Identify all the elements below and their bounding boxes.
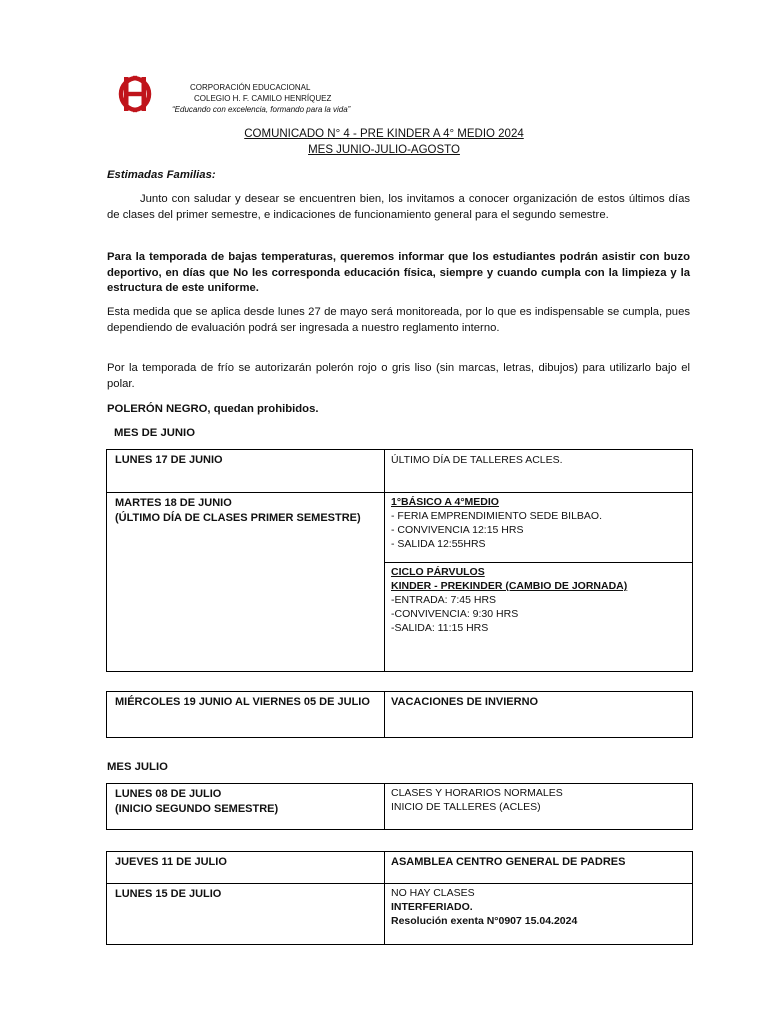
school-motto: “Educando con excelencia, formando para la vida” bbox=[172, 105, 351, 114]
june-heading: MES DE JUNIO bbox=[114, 427, 195, 439]
document-title: COMUNICADO N° 4 - PRE KINDER A 4° MEDIO 2024 bbox=[244, 128, 524, 140]
date-cell: JUEVES 11 DE JULIO bbox=[107, 852, 385, 883]
table-row bbox=[107, 492, 692, 671]
uniform-notice-paragraph: Para la temporada de bajas temperaturas, queremos informar que los estudiantes podrán asistir con buzo deportivo, en días que No les corresponda educación física, siempre y cuando cumpla con la limpieza y la estructura de este uniforme. bbox=[107, 251, 690, 294]
desc-line: NO HAY CLASES bbox=[391, 887, 475, 899]
vacation-table bbox=[106, 691, 693, 738]
date-cell bbox=[107, 784, 385, 829]
corporation-name: CORPORACIÓN EDUCACIONAL bbox=[190, 83, 311, 92]
desc-cell: ASAMBLEA CENTRO GENERAL DE PADRES bbox=[391, 856, 626, 868]
july-events-table bbox=[106, 851, 693, 945]
desc-line: INICIO DE TALLERES (ACLES) bbox=[391, 801, 541, 813]
table-row bbox=[107, 450, 692, 492]
desc-line: INTERFERIADO. bbox=[391, 901, 473, 913]
date-label: MARTES 18 DE JUNIO bbox=[115, 497, 232, 509]
monitoring-paragraph: Esta medida que se aplica desde lunes 27 de mayo será monitoreada, por lo que es indispensable se cumpla, pues dependiendo de evaluación podrá ser ingresada a nuestro reglamento interno. bbox=[107, 306, 690, 334]
date-note: (INICIO SEGUNDO SEMESTRE) bbox=[115, 802, 279, 815]
date-label: LUNES 08 DE JULIO bbox=[115, 788, 222, 800]
desc-cell bbox=[385, 884, 692, 930]
institution-header bbox=[160, 82, 350, 115]
list-item: -CONVIVENCIA: 9:30 HRS bbox=[391, 608, 519, 620]
list-item: - CONVIVENCIA 12:15 HRS bbox=[391, 524, 524, 536]
table-row bbox=[107, 692, 692, 737]
desc-cell: VACACIONES DE INVIERNO bbox=[391, 696, 539, 708]
desc-line: Resolución exenta N°0907 15.04.2024 bbox=[391, 915, 578, 927]
greeting: Estimadas Familias: bbox=[107, 169, 216, 181]
sweater-paragraph: Por la temporada de frío se autorizarán polerón rojo o gris liso (sin marcas, letras, dibujos) para utilizarlo bajo el polar. bbox=[107, 362, 690, 390]
date-note: (ÚLTIMO DÍA DE CLASES PRIMER SEMESTRE) bbox=[115, 511, 361, 524]
block-title: CICLO PÁRVULOS bbox=[391, 566, 485, 578]
june-schedule-table bbox=[106, 449, 693, 672]
date-cell bbox=[107, 493, 385, 671]
desc-cell bbox=[385, 493, 692, 671]
table-row bbox=[107, 784, 692, 829]
document-subtitle: MES JUNIO-JULIO-AGOSTO bbox=[308, 144, 460, 156]
block-subtitle: KINDER - PREKINDER (CAMBIO DE JORNADA) bbox=[391, 580, 628, 592]
table-row bbox=[107, 883, 692, 944]
prohibition-paragraph: POLERÓN NEGRO, quedan prohibidos. bbox=[107, 403, 319, 415]
primary-block bbox=[385, 493, 692, 562]
date-cell: LUNES 15 DE JULIO bbox=[107, 884, 385, 944]
school-logo bbox=[110, 74, 160, 114]
intro-paragraph: Junto con saludar y desear se encuentren bien, los invitamos a conocer organización de estos últimos días de clases del primer semestre, e indicaciones de funcionamiento general para el segundo semestre. bbox=[107, 193, 690, 221]
desc-cell bbox=[385, 784, 692, 816]
list-item: -ENTRADA: 7:45 HRS bbox=[391, 594, 497, 606]
table-row bbox=[107, 852, 692, 883]
desc-cell: ÚLTIMO DÍA DE TALLERES ACLES. bbox=[391, 454, 563, 466]
july-heading: MES JULIO bbox=[107, 761, 168, 773]
list-item: - FERIA EMPRENDIMIENTO SEDE BILBAO. bbox=[391, 510, 603, 522]
list-item: - SALIDA 12:55HRS bbox=[391, 538, 486, 550]
preschool-block bbox=[385, 562, 692, 637]
date-cell: LUNES 17 DE JUNIO bbox=[107, 450, 385, 492]
july-start-table bbox=[106, 783, 693, 830]
list-item: -SALIDA: 11:15 HRS bbox=[391, 622, 489, 634]
school-name: COLEGIO H. F. CAMILO HENRÍQUEZ bbox=[194, 94, 332, 103]
date-cell: MIÉRCOLES 19 JUNIO AL VIERNES 05 DE JULIO bbox=[107, 692, 385, 737]
desc-line: CLASES Y HORARIOS NORMALES bbox=[391, 787, 563, 799]
block-title: 1°BÁSICO A 4°MEDIO bbox=[391, 496, 499, 508]
